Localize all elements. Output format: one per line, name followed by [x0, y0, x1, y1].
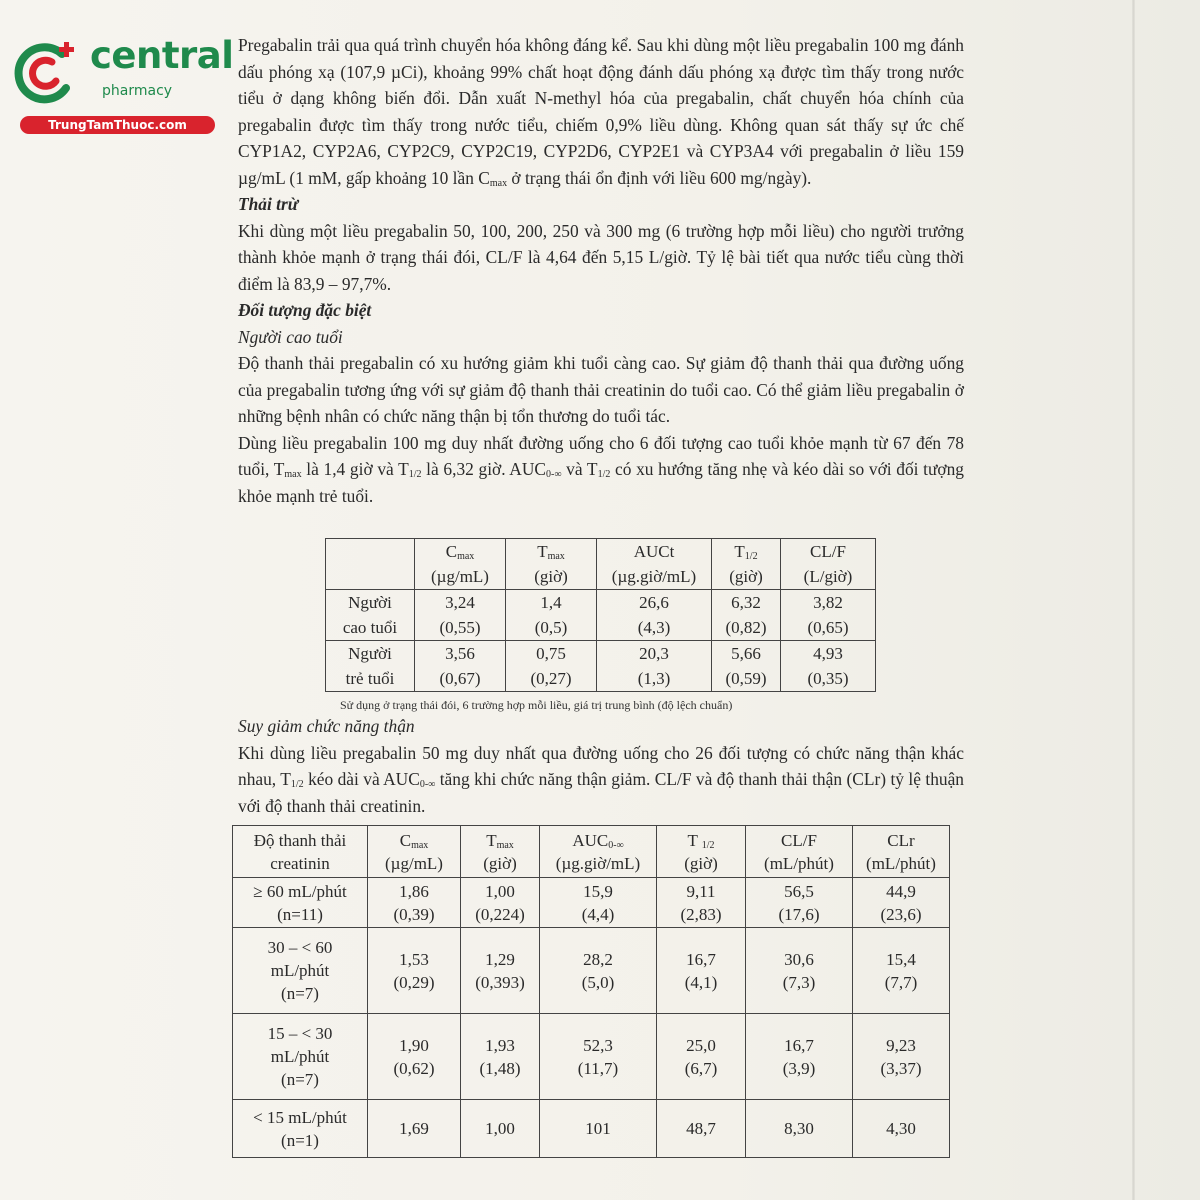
- table-cell: 1,4 (0,5): [506, 590, 597, 641]
- table-cell: 3,56 (0,67): [415, 641, 506, 692]
- table-row: [233, 928, 950, 1014]
- row-label: ≥ 60 mL/phút (n=11): [233, 878, 368, 928]
- central-pharmacy-logo[interactable]: [10, 34, 234, 136]
- table-cell: 3,82 (0,65): [781, 590, 876, 641]
- table-cell: 6,32 (0,82): [712, 590, 781, 641]
- document-content: [238, 32, 964, 509]
- row-label: 30 – < 60 mL/phút (n=7): [233, 928, 368, 1014]
- table-header-cell: $C_{max}$ (µg/mL): [415, 539, 506, 590]
- page-fold-shadow: [1132, 0, 1135, 1200]
- paragraph-renal: Khi dùng liều pregabalin 50 mg duy nhất qua đường uống cho 26 đối tượng có chức năng thận khác nhau, $T_{1/2}$ kéo dài và $AUC_{0-\infty}$ tăng khi chức năng thận giảm. CL/F và độ thanh thải thận (CLr) tỷ lệ thuận với độ thanh thải creatinin.: [238, 742, 964, 816]
- table-cell: 1,00 (0,224): [461, 878, 540, 928]
- paragraph-metabolism: Pregabalin trải qua quá trình chuyển hóa không đáng kể. Sau khi dùng một liều pregabalin 100 mg đánh dấu phóng xạ (107,9 µCi), khoảng 99% chất hoạt động đánh dấu phóng xạ được tìm thấy trong nước tiểu ở dạng không biến đổi. Dẫn xuất N-methyl hóa của pregabalin, chất chuyển hóa chính của pregabalin được tìm thấy trong nước tiểu, chiếm 0,9% liều dùng. Không quan sát thấy sự ức chế CYP1A2, CYP2A6, CYP2C9, CYP2C19, CYP2D6, CYP2E1 và CYP3A4 với pregabalin ở liều 159 µg/mL (1 mM, gấp khoảng 10 lần $C_{max}$ ở trạng thái ổn định với liều 600 mg/ngày).: [238, 35, 964, 189]
- table-cell: 44,9 (23,6): [853, 878, 950, 928]
- table-header-cell: $T_{max}$ (giờ): [506, 539, 597, 590]
- table-header-row: [233, 826, 950, 878]
- table-cell: 52,3 (11,7): [540, 1014, 657, 1100]
- table-header-cell: CL/F (mL/phút): [746, 826, 853, 878]
- table-header-cell: T $_{1/2}$ (giờ): [657, 826, 746, 878]
- elderly-pk-table: [325, 538, 876, 692]
- table-cell: 8,30: [746, 1100, 853, 1158]
- table-cell: 20,3 (1,3): [597, 641, 712, 692]
- table-cell: 1,90 (0,62): [368, 1014, 461, 1100]
- heading-elimination: Thải trừ: [238, 194, 299, 214]
- table-cell: 4,93 (0,35): [781, 641, 876, 692]
- table-cell: 4,30: [853, 1100, 950, 1158]
- row-label: 15 – < 30 mL/phút (n=7): [233, 1014, 368, 1100]
- table-header-cell: $C_{max}$ (µg/mL): [368, 826, 461, 878]
- logo-brand-text: central: [90, 34, 234, 77]
- table-cell: 16,7 (4,1): [657, 928, 746, 1014]
- table-row: [326, 641, 876, 692]
- table-header-cell: $T_{1/2}$ (giờ): [712, 539, 781, 590]
- logo-sub-text: pharmacy: [102, 83, 173, 99]
- table-header-cell: Độ thanh thải creatinin: [233, 826, 368, 878]
- renal-section: [238, 713, 964, 819]
- table-row: [326, 590, 876, 641]
- table-cell: 1,69: [368, 1100, 461, 1158]
- table-cell: 9,11 (2,83): [657, 878, 746, 928]
- table-cell: 9,23 (3,37): [853, 1014, 950, 1100]
- table-header-cell: [326, 539, 415, 590]
- table-cell: 56,5 (17,6): [746, 878, 853, 928]
- table-row: [233, 1100, 950, 1158]
- table-cell: 48,7: [657, 1100, 746, 1158]
- table-cell: 28,2 (5,0): [540, 928, 657, 1014]
- renal-pk-table: [232, 825, 950, 1158]
- table-header-cell: AUCt (µg.giờ/mL): [597, 539, 712, 590]
- paragraph-elderly-1: Độ thanh thải pregabalin có xu hướng giảm khi tuổi càng cao. Sự giảm độ thanh thải qua đường uống của pregabalin tương ứng với sự giảm độ thanh thải creatinin do tuổi cao. Có thể giảm liều pregabalin ở những bệnh nhân có chức năng thận bị tổn thương do tuổi tác.: [238, 353, 964, 426]
- table-header-cell: $AUC_{0-\infty}$ (µg.giờ/mL): [540, 826, 657, 878]
- table-row: [233, 1014, 950, 1100]
- row-label: Người trẻ tuổi: [326, 641, 415, 692]
- table-cell: 3,24 (0,55): [415, 590, 506, 641]
- subheading-elderly: Người cao tuổi: [238, 326, 343, 347]
- table-header-cell: $T_{max}$ (giờ): [461, 826, 540, 878]
- row-label: < 15 mL/phút (n=1): [233, 1100, 368, 1158]
- table-header-cell: CLr (mL/phút): [853, 826, 950, 878]
- heading-special-populations: Đối tượng đặc biệt: [238, 300, 372, 320]
- table-cell: 1,29 (0,393): [461, 928, 540, 1014]
- paragraph-elimination: Khi dùng một liều pregabalin 50, 100, 200, 250 và 300 mg (6 trường hợp mỗi liều) cho người trưởng thành khỏe mạnh ở trạng thái đói, CL/F là 4,64 đến 5,15 L/giờ. Tỷ lệ bài tiết qua nước tiểu cùng thời điểm là 83,9 – 97,7%.: [238, 220, 964, 294]
- table-cell: 15,9 (4,4): [540, 878, 657, 928]
- table-cell: 1,53 (0,29): [368, 928, 461, 1014]
- table-cell: 1,00: [461, 1100, 540, 1158]
- table-row: [233, 878, 950, 928]
- logo-site-badge: TrungTamThuoc.com: [20, 116, 215, 134]
- table-cell: 26,6 (4,3): [597, 590, 712, 641]
- table-header-row: [326, 539, 876, 590]
- table-cell: 1,93 (1,48): [461, 1014, 540, 1100]
- table-cell: 30,6 (7,3): [746, 928, 853, 1014]
- logo-c-plus-icon: [10, 38, 80, 108]
- paragraph-elderly-2: Dùng liều pregabalin 100 mg duy nhất đường uống cho 6 đối tượng cao tuổi khỏe mạnh từ 67 đến 78 tuổi, $T_{max}$ là 1,4 giờ và $T_{1/2}$ là 6,32 giờ. $AUC_{0-\infty}$ và $T_{1/2}$ có xu hướng tăng nhẹ và kéo dài so với đối tượng khỏe mạnh trẻ tuổi.: [238, 432, 965, 506]
- table-header-cell: CL/F (L/giờ): [781, 539, 876, 590]
- table-cell: 101: [540, 1100, 657, 1158]
- table-cell: 25,0 (6,7): [657, 1014, 746, 1100]
- table-footnote: Sử dụng ở trạng thái đói, 6 trường hợp mỗi liều, giá trị trung bình (độ lệch chuẩn): [340, 698, 733, 712]
- table-cell: 1,86 (0,39): [368, 878, 461, 928]
- table-cell: 15,4 (7,7): [853, 928, 950, 1014]
- row-label: Người cao tuổi: [326, 590, 415, 641]
- subheading-renal: Suy giảm chức năng thận: [238, 716, 415, 736]
- table-cell: 16,7 (3,9): [746, 1014, 853, 1100]
- table-cell: 5,66 (0,59): [712, 641, 781, 692]
- table-cell: 0,75 (0,27): [506, 641, 597, 692]
